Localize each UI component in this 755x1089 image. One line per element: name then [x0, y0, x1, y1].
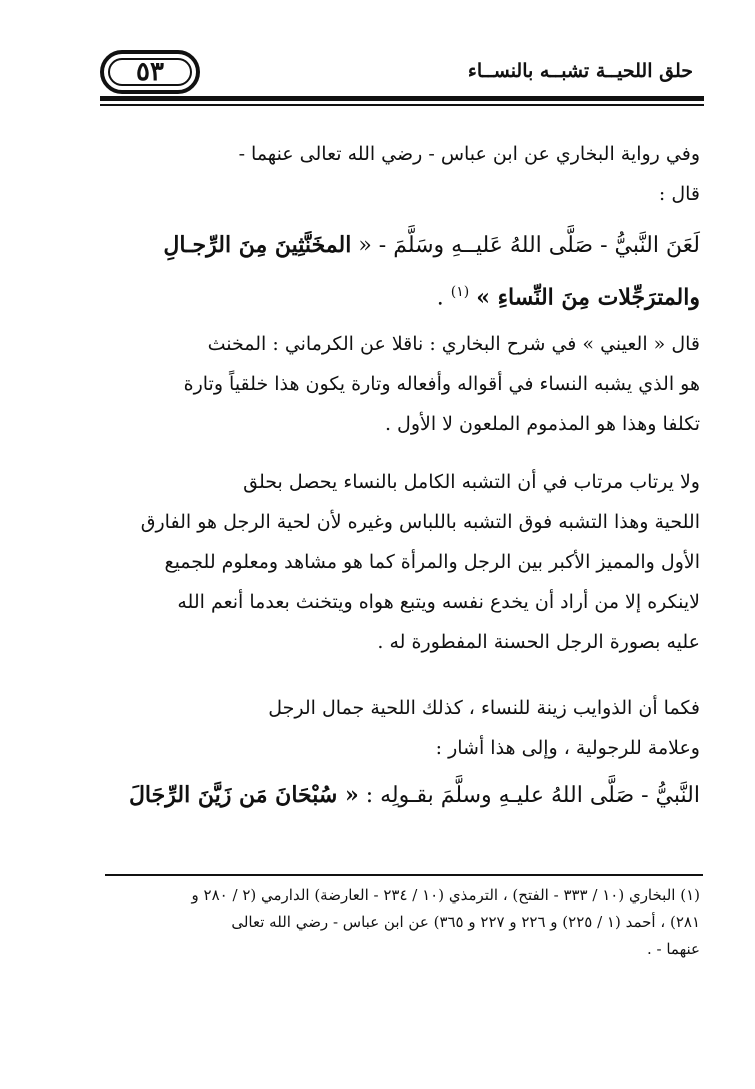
page-number: ٥٣ — [136, 57, 164, 87]
sentence-end: . — [436, 285, 444, 311]
header-rule-thin — [100, 104, 704, 106]
footnote-line: (١) البخاري (١٠ / ٣٣٣ - الفتح) ، الترمذي (١٠ / ٢٣٤ - العارضة) الدارمي (٢ / ٢٨٠ و — [191, 886, 700, 904]
hadith-quote-1 — [100, 222, 700, 321]
page-number-badge — [100, 50, 200, 94]
paragraph-2 — [100, 324, 700, 444]
footnote — [100, 882, 700, 963]
running-title: حلق اللحيــة تشبــه بالنســاء — [467, 60, 693, 82]
text-line: قال : — [658, 183, 700, 205]
text-line: عليه بصورة الرجل الحسنة المفطورة له . — [377, 631, 700, 653]
paragraph-4 — [100, 688, 700, 768]
paragraph-1 — [100, 134, 700, 214]
hadith-line — [100, 222, 700, 269]
text-line: هو الذي يشبه النساء في أقواله وأفعاله وتارة يكون هذا خلقياً وتارة — [183, 373, 700, 395]
footnote-reference: (١) — [450, 284, 470, 300]
paragraph-3 — [100, 462, 700, 662]
hadith-line — [100, 269, 700, 321]
text-line: اللحية وهذا التشبه فوق التشبه باللباس وغيره لأن لحية الرجل هو الفارق — [140, 511, 700, 533]
text-line: الأول والمميز الأكبر بين الرجل والمرأة كما هو مشاهد ومعلوم للجميع — [164, 551, 700, 573]
footnote-separator — [105, 874, 703, 876]
footnote-line: عنهما - . — [646, 940, 700, 958]
text-line: قال « العيني » في شرح البخاري : ناقلا عن الكرماني : المخنث — [207, 333, 700, 355]
hadith-intro: النَّبيُّ - صَلَّى اللهُ عليـهِ وسلَّمَ بقـولِه : — [365, 783, 700, 808]
hadith-quote-text: المخَنَّثِينَ مِنَ الرِّجـالِ — [163, 232, 352, 258]
footnote-line: ٢٨١) ، أحمد (١ / ٢٢٥) و ٢٢٦ و ٢٢٧ و ٣٦٥) عن ابن عباس - رضي الله تعالى — [231, 913, 700, 931]
text-line: ولا يرتاب مرتاب في أن التشبه الكامل بالنساء يحصل بحلق — [243, 471, 700, 493]
header-rule-thick — [100, 96, 704, 101]
text-line: فكما أن الذوايب زينة للنساء ، كذلك اللحية جمال الرجل — [268, 697, 700, 719]
hadith-quote-text: « سُبْحَانَ مَن زَيَّنَ الرِّجَالَ — [128, 782, 359, 808]
text-line: وفي رواية البخاري عن ابن عباس - رضي الله تعالى عنهما - — [238, 143, 700, 165]
hadith-quote-2 — [100, 772, 700, 819]
text-line: تكلفا وهذا هو المذموم الملعون لا الأول . — [384, 413, 700, 435]
text-line: لاينكره إلا من أراد أن يخدع نفسه ويتبع هواه ويتخنث بعدما أنعم الله — [177, 591, 700, 613]
hadith-quote-text: والمترَجِّلات مِنَ النِّساءِ » — [476, 284, 700, 311]
hadith-intro: لَعَنَ النَّبيُّ - صَلَّى اللهُ عَليــهِ وسَلَّمَ - « — [358, 233, 700, 258]
text-line: وعلامة للرجولية ، وإلى هذا أشار : — [435, 737, 700, 759]
